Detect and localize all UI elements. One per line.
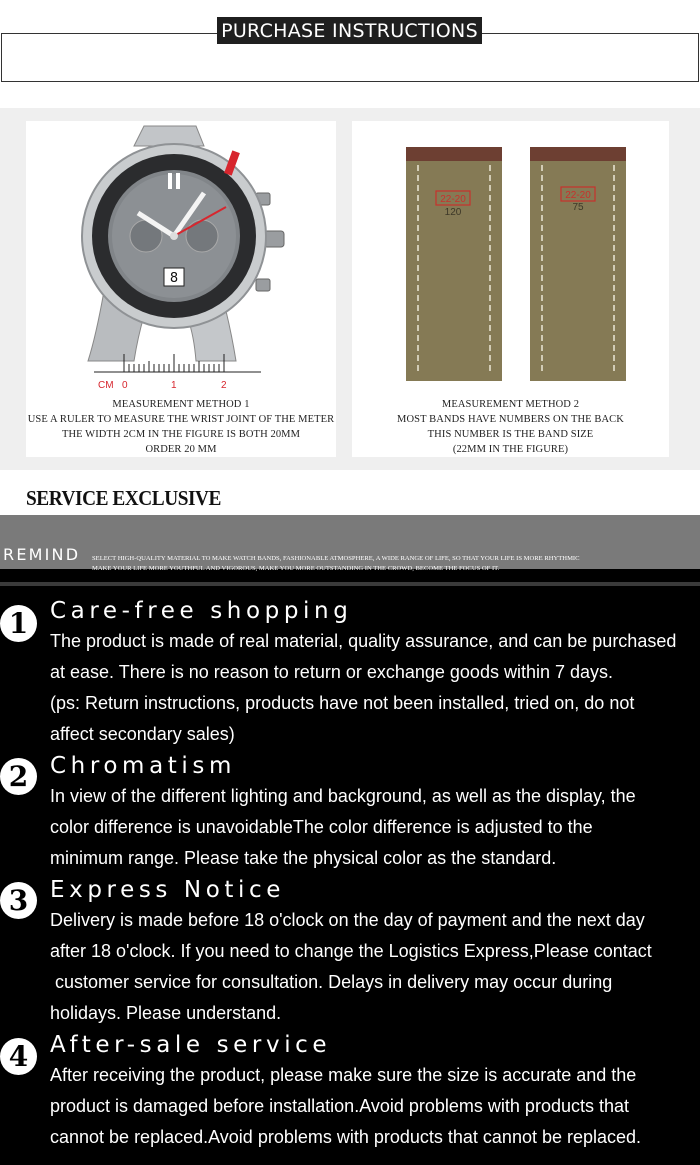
band-length-marking: 120 xyxy=(444,207,462,218)
watch-band-image xyxy=(352,121,669,397)
section-body: After receiving the product, please make sure the size is accurate and the product is damaged before installation.Avoid problems with products that cannot be replaced.Avoid problems with products that cannot be replaced. xyxy=(50,1065,642,1147)
service-exclusive-heading: SERVICE EXCLUSIVE xyxy=(26,486,221,510)
caption-line: THIS NUMBER IS THE BAND SIZE xyxy=(427,429,594,440)
caption-line: (22MM IN THE FIGURE) xyxy=(452,444,569,455)
section-title: After-sale service xyxy=(50,1032,332,1058)
measurement-method-1-card xyxy=(26,121,336,457)
caption-line: MOST BANDS HAVE NUMBERS ON THE BACK xyxy=(397,414,624,425)
remind-line: MAKE YOUR LIFE MORE YOUTHFUL AND VIGOROUS, MAKE YOU MORE OUTSTANDING IN THE CROWD, BECOME THE FOCUS OF IT. xyxy=(92,565,500,572)
band-size-marking: 22-20 xyxy=(565,190,591,201)
section-title: Chromatism xyxy=(50,753,236,779)
ruler-tick-label: 1 xyxy=(171,380,177,391)
section-title: Express Notice xyxy=(50,877,286,903)
section-number-badge: 4 xyxy=(0,1038,37,1075)
ruler-unit-label: CM xyxy=(98,380,114,391)
section-body: The product is made of real material, quality assurance, and can be purchased at ease. There is no reason to return or exchange goods within 7 days. (ps: Return instructions, products have not been installed, tried on, do not affect secondary sales) xyxy=(50,631,677,744)
page-title: PURCHASE INSTRUCTIONS xyxy=(217,17,482,44)
section-body: Delivery is made before 18 o'clock on the day of payment and the next day after 18 o'clock. If you need to change the Logistics Express,Please contact customer service for consultation. Delays in delivery may occur during holidays. Please understand. xyxy=(50,910,652,1023)
divider xyxy=(0,582,700,586)
remind-line: SELECT HIGH-QUALITY MATERIAL TO MAKE WATCH BANDS, FASHIONABLE ATMOSPHERE, A WIDE RANGE OF LIFE, SO THAT YOUR LIFE IS MORE RHYTHMIC xyxy=(92,555,580,562)
caption-line: MEASUREMENT METHOD 2 xyxy=(441,399,580,410)
band-length-marking: 75 xyxy=(572,202,584,213)
caption-line: ORDER 20 MM xyxy=(145,444,217,455)
section-title: Care-free shopping xyxy=(50,598,353,624)
ruler-tick-label: 2 xyxy=(221,380,227,391)
band-size-marking: 22-20 xyxy=(440,194,466,205)
method-2-caption xyxy=(352,397,669,457)
section-number-badge: 3 xyxy=(0,882,37,919)
watch-date-window: 8 xyxy=(169,271,179,286)
remind-text xyxy=(92,554,700,574)
section-number-badge: 2 xyxy=(0,758,37,795)
caption-line: MEASUREMENT METHOD 1 xyxy=(112,399,250,410)
section-body: In view of the different lighting and background, as well as the display, the color difference is unavoidableThe color difference is adjusted to the minimum range. Please take the physical color as the standard. xyxy=(50,786,636,868)
ruler-tick-label: 0 xyxy=(122,380,128,391)
measurement-method-2-card xyxy=(352,121,669,457)
watch-image xyxy=(26,121,336,397)
caption-line: USE A RULER TO MEASURE THE WRIST JOINT OF THE METER xyxy=(27,414,335,425)
remind-label: REMIND xyxy=(3,545,81,564)
method-1-caption xyxy=(26,397,336,457)
caption-line: THE WIDTH 2CM IN THE FIGURE IS BOTH 20MM xyxy=(61,429,301,440)
section-number-badge: 1 xyxy=(0,605,37,642)
